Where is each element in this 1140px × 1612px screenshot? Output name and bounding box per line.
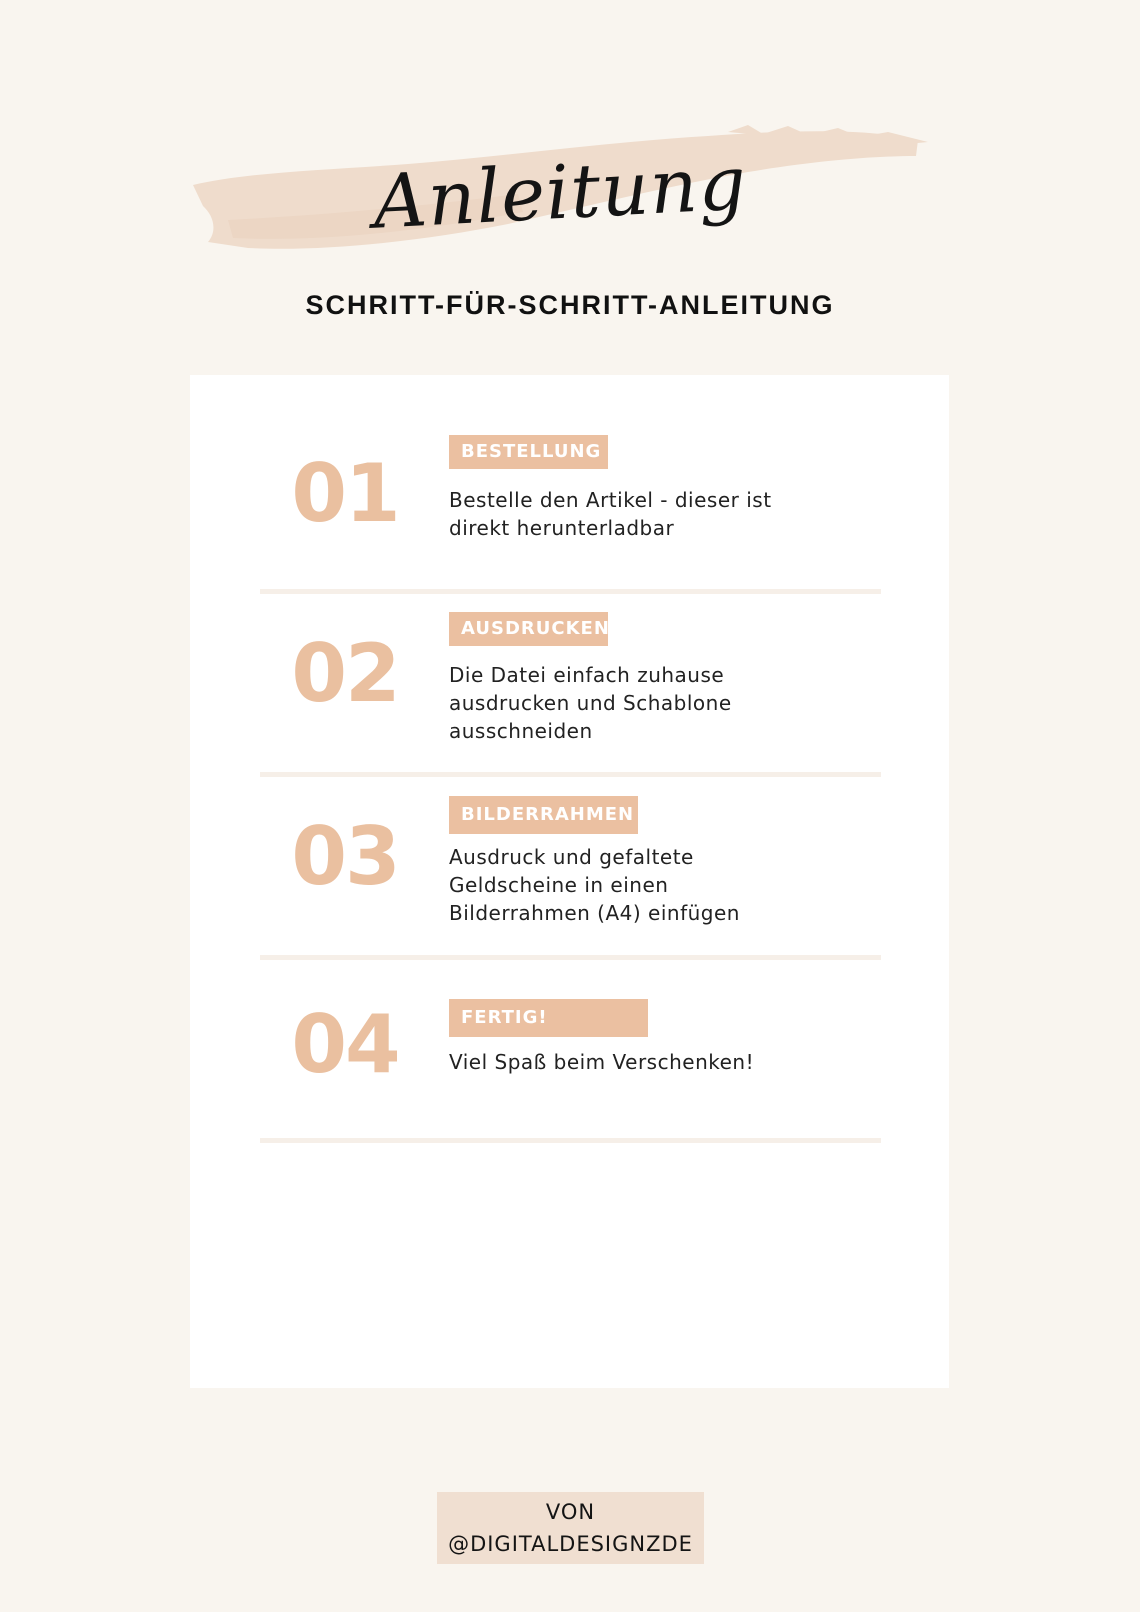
instruction-card xyxy=(190,375,949,1388)
step-description-line: Bestelle den Artikel - dieser ist xyxy=(449,488,772,512)
author-credit-prefix: VON xyxy=(545,1500,596,1524)
step-2 xyxy=(260,615,881,765)
step-badge: FERTIG! xyxy=(449,999,648,1037)
step-1 xyxy=(260,435,881,565)
step-divider xyxy=(260,955,881,960)
step-divider xyxy=(260,1138,881,1143)
step-description xyxy=(449,1048,889,1076)
step-badge: BILDERRAHMEN xyxy=(449,796,638,834)
step-number: 04 xyxy=(291,998,399,1091)
step-description-line: Geldscheine in einen xyxy=(449,873,669,897)
step-description-line: Viel Spaß beim Verschenken! xyxy=(449,1050,755,1074)
step-3 xyxy=(260,800,881,950)
step-badge: BESTELLUNG xyxy=(449,435,608,469)
step-4 xyxy=(260,998,881,1123)
step-description xyxy=(449,661,869,745)
step-description-line: direkt herunterladbar xyxy=(449,516,675,540)
step-description-line: Ausdruck und gefaltete xyxy=(449,845,694,869)
author-credit-box xyxy=(437,1492,704,1564)
author-handle: @DIGITALDESIGNZDE xyxy=(448,1532,693,1556)
step-number: 01 xyxy=(291,447,399,540)
step-divider xyxy=(260,772,881,777)
script-title: Anleitung xyxy=(371,140,749,246)
step-number: 02 xyxy=(291,627,399,720)
page-subtitle: SCHRITT-FÜR-SCHRITT-ANLEITUNG xyxy=(305,290,835,320)
step-description-line: Die Datei einfach zuhause xyxy=(449,663,725,687)
step-badge: AUSDRUCKEN xyxy=(449,612,608,646)
step-description xyxy=(449,486,869,542)
step-divider xyxy=(260,589,881,594)
step-description-line: ausdrucken und Schablone xyxy=(449,691,732,715)
step-number: 03 xyxy=(291,810,399,903)
step-description-line: Bilderrahmen (A4) einfügen xyxy=(449,901,740,925)
step-description xyxy=(449,843,869,927)
step-description-line: ausschneiden xyxy=(449,719,593,743)
